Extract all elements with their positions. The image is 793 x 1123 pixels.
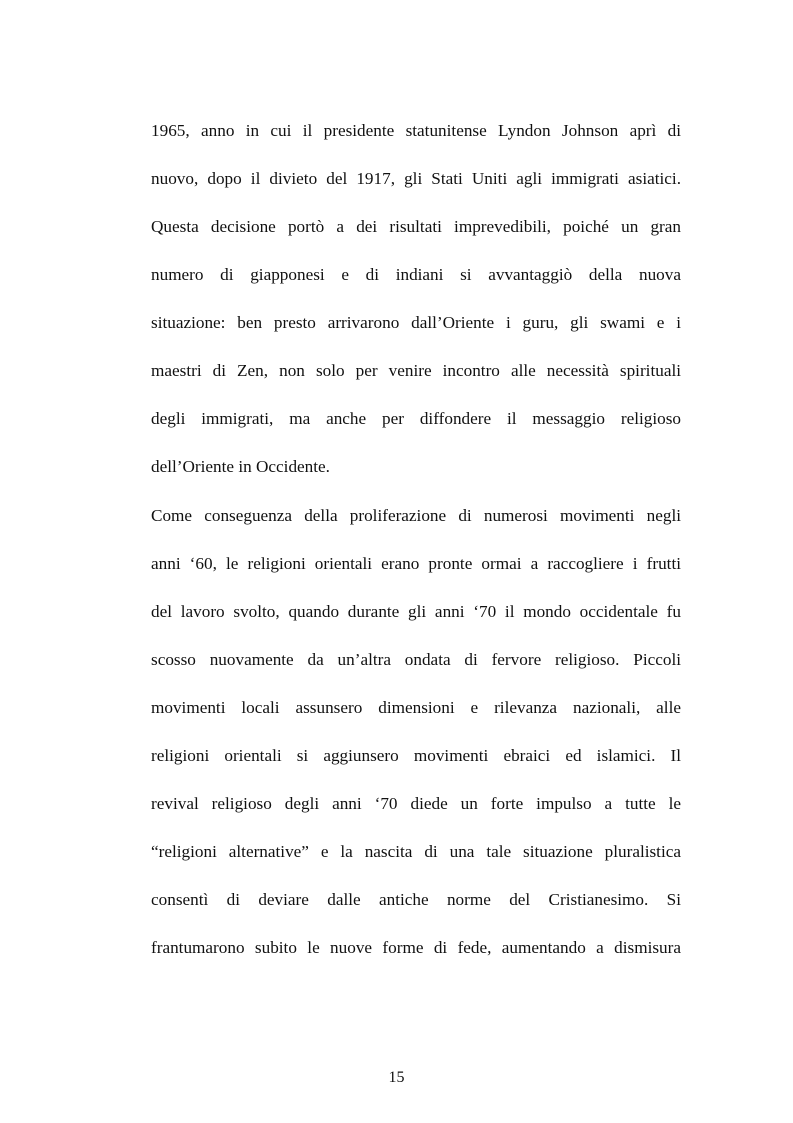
text-line: situazione: ben presto arrivarono dall’Oriente i guru, gli swami e i xyxy=(151,313,681,332)
text-line: “religioni alternative” e la nascita di una tale situazione pluralistica xyxy=(151,842,681,861)
text-line: maestri di Zen, non solo per venire incontro alle necessità spirituali xyxy=(151,361,681,380)
page-number: 15 xyxy=(388,1069,405,1086)
text-line: frantumarono subito le nuove forme di fede, aumentando a dismisura xyxy=(151,938,681,957)
text-line: numero di giapponesi e di indiani si avvantaggiò della nuova xyxy=(151,265,681,284)
text-line: del lavoro svolto, quando durante gli anni ‘70 il mondo occidentale fu xyxy=(151,602,681,621)
text-line: anni ‘60, le religioni orientali erano pronte ormai a raccogliere i frutti xyxy=(151,554,681,573)
text-line: scosso nuovamente da un’altra ondata di fervore religioso. Piccoli xyxy=(151,650,681,669)
text-line: movimenti locali assunsero dimensioni e rilevanza nazionali, alle xyxy=(151,698,681,717)
text-line: religioni orientali si aggiunsero movimenti ebraici ed islamici. Il xyxy=(151,746,681,765)
text-line: nuovo, dopo il divieto del 1917, gli Stati Uniti agli immigrati asiatici. xyxy=(151,169,681,188)
text-line: consentì di deviare dalle antiche norme del Cristianesimo. Si xyxy=(151,890,681,909)
text-line: dell’Oriente in Occidente. xyxy=(151,457,330,476)
text-line: Questa decisione portò a dei risultati imprevedibili, poiché un gran xyxy=(151,217,681,236)
text-line: Come conseguenza della proliferazione di numerosi movimenti negli xyxy=(151,506,681,525)
text-line: revival religioso degli anni ‘70 diede un forte impulso a tutte le xyxy=(151,794,681,813)
text-line: degli immigrati, ma anche per diffondere il messaggio religioso xyxy=(151,409,681,428)
text-line: 1965, anno in cui il presidente statunitense Lyndon Johnson aprì di xyxy=(151,121,681,140)
